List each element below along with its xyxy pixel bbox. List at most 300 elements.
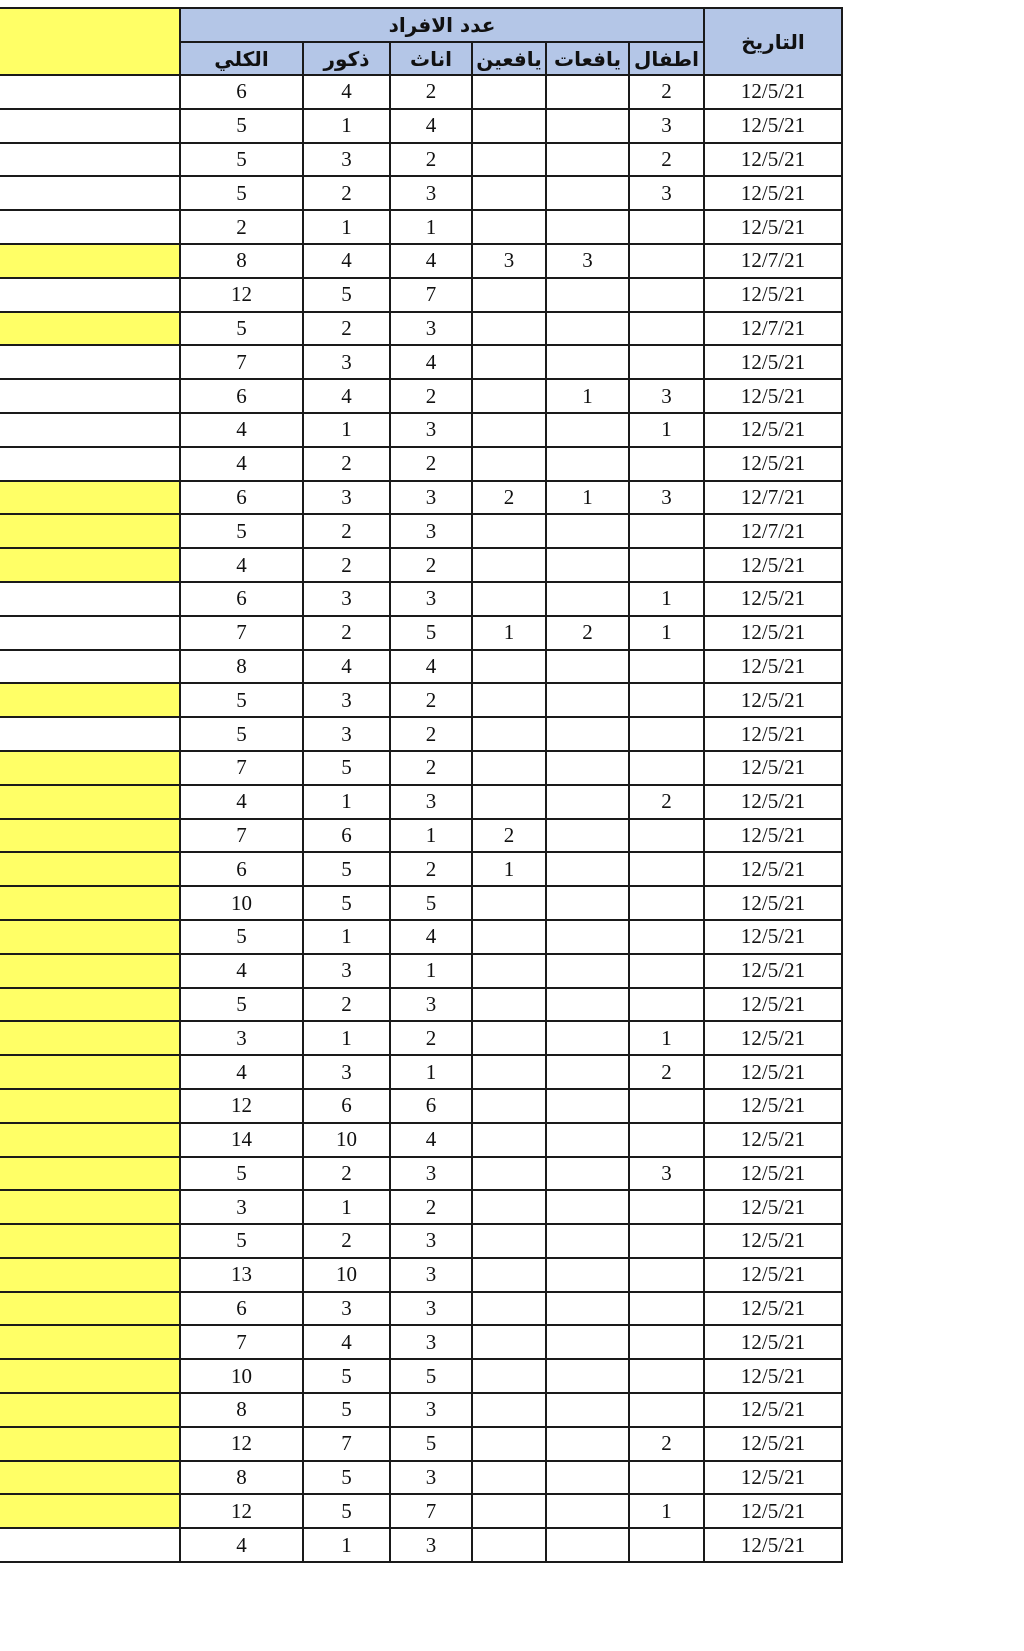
- table-row: [0, 312, 842, 346]
- children-cell: [629, 1224, 704, 1258]
- date-cell: 12/5/21: [704, 1359, 842, 1393]
- teen-girls-cell: [546, 1258, 629, 1292]
- husband-name-cell: [0, 1427, 180, 1461]
- table-row: [0, 616, 842, 650]
- children-cell: 3: [629, 1157, 704, 1191]
- table-row: [0, 954, 842, 988]
- total-cell: 13: [180, 1258, 303, 1292]
- date-cell: 12/5/21: [704, 751, 842, 785]
- husband-name-cell: [0, 717, 180, 751]
- date-cell: 12/5/21: [704, 176, 842, 210]
- females-cell: 4: [390, 244, 472, 278]
- children-cell: [629, 1190, 704, 1224]
- total-cell: 4: [180, 1055, 303, 1089]
- females-cell: 3: [390, 514, 472, 548]
- date-cell: 12/5/21: [704, 1461, 842, 1495]
- children-cell: [629, 988, 704, 1022]
- date-cell: 12/5/21: [704, 210, 842, 244]
- males-cell: 6: [303, 819, 390, 853]
- total-cell: 6: [180, 852, 303, 886]
- date-cell: 12/5/21: [704, 1190, 842, 1224]
- males-cell: 5: [303, 751, 390, 785]
- date-cell: 12/5/21: [704, 1292, 842, 1326]
- date-cell: 12/5/21: [704, 683, 842, 717]
- table-row: [0, 278, 842, 312]
- children-cell: [629, 650, 704, 684]
- total-cell: 4: [180, 785, 303, 819]
- table-row: [0, 1055, 842, 1089]
- table-row: [0, 345, 842, 379]
- teen-girls-cell: [546, 1427, 629, 1461]
- teen-girls-cell: [546, 1528, 629, 1562]
- children-cell: [629, 1258, 704, 1292]
- header-date: التاريخ: [704, 8, 842, 75]
- total-cell: 4: [180, 548, 303, 582]
- table-body: [0, 75, 842, 1562]
- males-cell: 2: [303, 548, 390, 582]
- header-members-group: عدد الافراد: [180, 8, 704, 42]
- table-row: [0, 785, 842, 819]
- husband-name-cell: [0, 514, 180, 548]
- teen-boys-cell: [472, 988, 546, 1022]
- table-row: [0, 650, 842, 684]
- table-row: [0, 176, 842, 210]
- table-row: [0, 717, 842, 751]
- husband-name-cell: [0, 1224, 180, 1258]
- table-row: [0, 1461, 842, 1495]
- teen-boys-cell: [472, 1123, 546, 1157]
- date-cell: 12/5/21: [704, 278, 842, 312]
- teen-boys-cell: [472, 143, 546, 177]
- date-cell: 12/5/21: [704, 1494, 842, 1528]
- children-cell: 2: [629, 1427, 704, 1461]
- total-cell: 6: [180, 582, 303, 616]
- children-cell: [629, 819, 704, 853]
- table-row: [0, 1157, 842, 1191]
- total-cell: 3: [180, 1021, 303, 1055]
- teen-girls-cell: [546, 143, 629, 177]
- teen-girls-cell: [546, 1224, 629, 1258]
- females-cell: 2: [390, 447, 472, 481]
- date-cell: 12/7/21: [704, 312, 842, 346]
- total-cell: 4: [180, 447, 303, 481]
- total-cell: 8: [180, 1461, 303, 1495]
- total-cell: 5: [180, 143, 303, 177]
- children-cell: 2: [629, 1055, 704, 1089]
- header-total: الكلي: [180, 42, 303, 75]
- table-row: [0, 143, 842, 177]
- husband-name-cell: [0, 312, 180, 346]
- teen-boys-cell: [472, 514, 546, 548]
- total-cell: 6: [180, 379, 303, 413]
- header-husband-name: [0, 8, 180, 75]
- date-cell: 12/5/21: [704, 1393, 842, 1427]
- husband-name-cell: [0, 751, 180, 785]
- table-row: [0, 751, 842, 785]
- females-cell: 1: [390, 819, 472, 853]
- header-children: اطفال: [629, 42, 704, 75]
- husband-name-cell: [0, 345, 180, 379]
- females-cell: 3: [390, 481, 472, 515]
- teen-boys-cell: [472, 1089, 546, 1123]
- table-row: [0, 210, 842, 244]
- total-cell: 4: [180, 413, 303, 447]
- males-cell: 5: [303, 1494, 390, 1528]
- date-cell: 12/5/21: [704, 1258, 842, 1292]
- males-cell: 5: [303, 1393, 390, 1427]
- teen-girls-cell: [546, 886, 629, 920]
- husband-name-cell: [0, 1190, 180, 1224]
- females-cell: 5: [390, 886, 472, 920]
- husband-name-cell: [0, 413, 180, 447]
- table-row: [0, 548, 842, 582]
- males-cell: 7: [303, 1427, 390, 1461]
- date-cell: 12/5/21: [704, 650, 842, 684]
- table-row: [0, 1224, 842, 1258]
- children-cell: [629, 1089, 704, 1123]
- date-cell: 12/5/21: [704, 920, 842, 954]
- date-cell: 12/5/21: [704, 1224, 842, 1258]
- date-cell: 12/5/21: [704, 345, 842, 379]
- table-row: [0, 1123, 842, 1157]
- children-cell: [629, 244, 704, 278]
- females-cell: 2: [390, 852, 472, 886]
- teen-boys-cell: [472, 1528, 546, 1562]
- teen-boys-cell: [472, 751, 546, 785]
- females-cell: 2: [390, 683, 472, 717]
- females-cell: 3: [390, 1325, 472, 1359]
- teen-boys-cell: [472, 1325, 546, 1359]
- children-cell: 3: [629, 481, 704, 515]
- teen-girls-cell: [546, 75, 629, 109]
- females-cell: 4: [390, 920, 472, 954]
- males-cell: 5: [303, 886, 390, 920]
- husband-name-cell: [0, 683, 180, 717]
- males-cell: 10: [303, 1123, 390, 1157]
- date-cell: 12/5/21: [704, 1157, 842, 1191]
- males-cell: 2: [303, 616, 390, 650]
- table-row: [0, 1258, 842, 1292]
- date-cell: 12/5/21: [704, 1055, 842, 1089]
- males-cell: 4: [303, 244, 390, 278]
- females-cell: 3: [390, 1528, 472, 1562]
- husband-name-cell: [0, 176, 180, 210]
- males-cell: 5: [303, 852, 390, 886]
- females-cell: 3: [390, 1258, 472, 1292]
- teen-girls-cell: [546, 954, 629, 988]
- date-cell: 12/5/21: [704, 852, 842, 886]
- females-cell: 4: [390, 650, 472, 684]
- teen-girls-cell: [546, 176, 629, 210]
- males-cell: 2: [303, 1157, 390, 1191]
- teen-girls-cell: [546, 109, 629, 143]
- total-cell: 6: [180, 1292, 303, 1326]
- children-cell: [629, 1325, 704, 1359]
- males-cell: 2: [303, 988, 390, 1022]
- table-row: [0, 244, 842, 278]
- teen-boys-cell: 1: [472, 852, 546, 886]
- children-cell: 2: [629, 785, 704, 819]
- females-cell: 2: [390, 751, 472, 785]
- teen-girls-cell: [546, 312, 629, 346]
- males-cell: 4: [303, 75, 390, 109]
- table-row: [0, 819, 842, 853]
- teen-girls-cell: [546, 210, 629, 244]
- header-females: اناث: [390, 42, 472, 75]
- females-cell: 4: [390, 109, 472, 143]
- teen-girls-cell: [546, 514, 629, 548]
- total-cell: 8: [180, 244, 303, 278]
- females-cell: 3: [390, 1461, 472, 1495]
- males-cell: 2: [303, 447, 390, 481]
- husband-name-cell: [0, 1021, 180, 1055]
- teen-boys-cell: [472, 683, 546, 717]
- teen-girls-cell: 3: [546, 244, 629, 278]
- males-cell: 1: [303, 785, 390, 819]
- teen-boys-cell: [472, 176, 546, 210]
- children-cell: [629, 514, 704, 548]
- total-cell: 6: [180, 481, 303, 515]
- total-cell: 3: [180, 1190, 303, 1224]
- table-row: [0, 852, 842, 886]
- husband-name-cell: [0, 548, 180, 582]
- males-cell: 10: [303, 1258, 390, 1292]
- teen-boys-cell: [472, 1055, 546, 1089]
- teen-boys-cell: [472, 920, 546, 954]
- date-cell: 12/5/21: [704, 717, 842, 751]
- table-row: [0, 109, 842, 143]
- table-row: [0, 447, 842, 481]
- date-cell: 12/5/21: [704, 143, 842, 177]
- males-cell: 1: [303, 1528, 390, 1562]
- total-cell: 5: [180, 109, 303, 143]
- husband-name-cell: [0, 1055, 180, 1089]
- husband-name-cell: [0, 447, 180, 481]
- males-cell: 2: [303, 312, 390, 346]
- teen-boys-cell: [472, 650, 546, 684]
- teen-girls-cell: [546, 1021, 629, 1055]
- table-row: [0, 379, 842, 413]
- females-cell: 7: [390, 1494, 472, 1528]
- husband-name-cell: [0, 1157, 180, 1191]
- total-cell: 5: [180, 312, 303, 346]
- total-cell: 5: [180, 1224, 303, 1258]
- table-row: [0, 582, 842, 616]
- females-cell: 3: [390, 1157, 472, 1191]
- date-cell: 12/7/21: [704, 244, 842, 278]
- teen-boys-cell: [472, 75, 546, 109]
- husband-name-cell: [0, 143, 180, 177]
- date-cell: 12/7/21: [704, 481, 842, 515]
- males-cell: 3: [303, 683, 390, 717]
- males-cell: 1: [303, 109, 390, 143]
- males-cell: 1: [303, 1021, 390, 1055]
- table-row: [0, 1494, 842, 1528]
- table-row: [0, 886, 842, 920]
- teen-boys-cell: [472, 548, 546, 582]
- total-cell: 4: [180, 1528, 303, 1562]
- total-cell: 7: [180, 616, 303, 650]
- females-cell: 2: [390, 143, 472, 177]
- teen-girls-cell: [546, 1325, 629, 1359]
- children-cell: [629, 345, 704, 379]
- table-row: [0, 1089, 842, 1123]
- table-row: [0, 514, 842, 548]
- teen-boys-cell: [472, 413, 546, 447]
- females-cell: 3: [390, 1393, 472, 1427]
- females-cell: 2: [390, 75, 472, 109]
- husband-name-cell: [0, 819, 180, 853]
- husband-name-cell: [0, 1325, 180, 1359]
- teen-girls-cell: [546, 1157, 629, 1191]
- teen-boys-cell: [472, 278, 546, 312]
- teen-boys-cell: [472, 717, 546, 751]
- total-cell: 4: [180, 954, 303, 988]
- teen-girls-cell: [546, 1190, 629, 1224]
- males-cell: 2: [303, 514, 390, 548]
- males-cell: 4: [303, 650, 390, 684]
- males-cell: 4: [303, 1325, 390, 1359]
- husband-name-cell: [0, 109, 180, 143]
- females-cell: 3: [390, 988, 472, 1022]
- header-teen-girls: يافعات: [546, 42, 629, 75]
- date-cell: 12/5/21: [704, 413, 842, 447]
- teen-boys-cell: [472, 1021, 546, 1055]
- husband-name-cell: [0, 1494, 180, 1528]
- date-cell: 12/7/21: [704, 514, 842, 548]
- females-cell: 3: [390, 1292, 472, 1326]
- teen-boys-cell: 2: [472, 481, 546, 515]
- teen-boys-cell: [472, 582, 546, 616]
- total-cell: 5: [180, 514, 303, 548]
- children-cell: [629, 1461, 704, 1495]
- date-cell: 12/5/21: [704, 379, 842, 413]
- males-cell: 2: [303, 1224, 390, 1258]
- total-cell: 12: [180, 278, 303, 312]
- total-cell: 2: [180, 210, 303, 244]
- teen-boys-cell: [472, 1190, 546, 1224]
- husband-name-cell: [0, 616, 180, 650]
- children-cell: [629, 1393, 704, 1427]
- teen-girls-cell: [546, 1055, 629, 1089]
- date-cell: 12/5/21: [704, 886, 842, 920]
- total-cell: 12: [180, 1089, 303, 1123]
- date-cell: 12/5/21: [704, 109, 842, 143]
- males-cell: 3: [303, 954, 390, 988]
- husband-name-cell: [0, 920, 180, 954]
- table-row: [0, 683, 842, 717]
- total-cell: 8: [180, 1393, 303, 1427]
- children-cell: 1: [629, 1021, 704, 1055]
- children-cell: [629, 717, 704, 751]
- husband-name-cell: [0, 1258, 180, 1292]
- children-cell: 2: [629, 75, 704, 109]
- date-cell: 12/5/21: [704, 954, 842, 988]
- date-cell: 12/5/21: [704, 1528, 842, 1562]
- header-males: ذكور: [303, 42, 390, 75]
- females-cell: 7: [390, 278, 472, 312]
- teen-girls-cell: [546, 1123, 629, 1157]
- husband-name-cell: [0, 75, 180, 109]
- husband-name-cell: [0, 1089, 180, 1123]
- males-cell: 1: [303, 1190, 390, 1224]
- males-cell: 3: [303, 143, 390, 177]
- teen-girls-cell: [546, 278, 629, 312]
- children-cell: 3: [629, 379, 704, 413]
- females-cell: 2: [390, 1190, 472, 1224]
- teen-girls-cell: [546, 1461, 629, 1495]
- children-cell: [629, 886, 704, 920]
- teen-girls-cell: [546, 920, 629, 954]
- husband-name-cell: [0, 1292, 180, 1326]
- males-cell: 1: [303, 413, 390, 447]
- husband-name-cell: [0, 210, 180, 244]
- males-cell: 5: [303, 278, 390, 312]
- teen-girls-cell: 1: [546, 379, 629, 413]
- children-cell: [629, 1528, 704, 1562]
- children-cell: [629, 548, 704, 582]
- children-cell: [629, 278, 704, 312]
- females-cell: 3: [390, 582, 472, 616]
- females-cell: 1: [390, 954, 472, 988]
- teen-boys-cell: [472, 1292, 546, 1326]
- teen-boys-cell: [472, 1393, 546, 1427]
- total-cell: 6: [180, 75, 303, 109]
- date-cell: 12/5/21: [704, 1427, 842, 1461]
- total-cell: 7: [180, 819, 303, 853]
- husband-name-cell: [0, 379, 180, 413]
- females-cell: 6: [390, 1089, 472, 1123]
- husband-name-cell: [0, 988, 180, 1022]
- teen-girls-cell: [546, 447, 629, 481]
- total-cell: 5: [180, 1157, 303, 1191]
- children-cell: 1: [629, 582, 704, 616]
- teen-girls-cell: [546, 683, 629, 717]
- children-cell: [629, 683, 704, 717]
- females-cell: 3: [390, 1224, 472, 1258]
- date-cell: 12/5/21: [704, 785, 842, 819]
- children-cell: 1: [629, 1494, 704, 1528]
- husband-name-cell: [0, 244, 180, 278]
- children-cell: [629, 852, 704, 886]
- males-cell: 2: [303, 176, 390, 210]
- teen-boys-cell: [472, 447, 546, 481]
- husband-name-cell: [0, 1461, 180, 1495]
- children-cell: 1: [629, 413, 704, 447]
- children-cell: [629, 1123, 704, 1157]
- table-row: [0, 1292, 842, 1326]
- total-cell: 14: [180, 1123, 303, 1157]
- husband-name-cell: [0, 1123, 180, 1157]
- males-cell: 3: [303, 717, 390, 751]
- total-cell: 10: [180, 886, 303, 920]
- teen-boys-cell: [472, 1461, 546, 1495]
- females-cell: 3: [390, 176, 472, 210]
- table-row: [0, 988, 842, 1022]
- table-row: [0, 1427, 842, 1461]
- total-cell: 12: [180, 1494, 303, 1528]
- females-cell: 2: [390, 1021, 472, 1055]
- husband-name-cell: [0, 785, 180, 819]
- children-cell: [629, 1292, 704, 1326]
- children-cell: [629, 1359, 704, 1393]
- males-cell: 5: [303, 1461, 390, 1495]
- males-cell: 4: [303, 379, 390, 413]
- teen-girls-cell: [546, 650, 629, 684]
- children-cell: [629, 954, 704, 988]
- date-cell: 12/5/21: [704, 1089, 842, 1123]
- males-cell: 3: [303, 345, 390, 379]
